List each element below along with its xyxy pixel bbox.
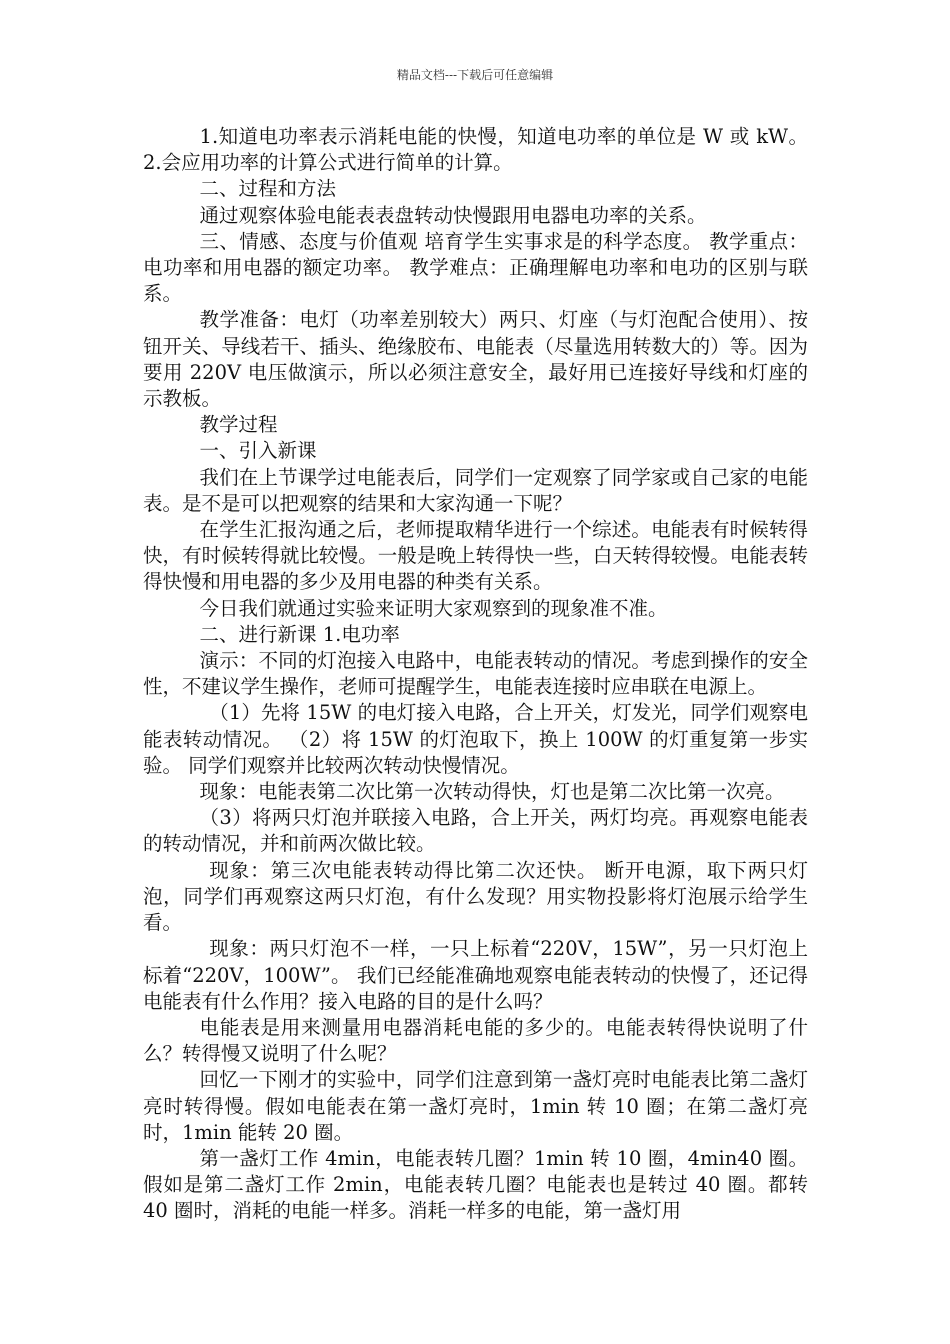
paragraph: 在学生汇报沟通之后，老师提取精华进行一个综述。电能表有时候转得快，有时候转得就比较慢。一般是晚上转得快一些，白天转得较慢。电能表转得快慢和用电器的多少及用电器的种类有关系。 [143, 518, 808, 594]
paragraph: 我们在上节课学过电能表后，同学们一定观察了同学家或自己家的电能表。是不是可以把观察的结果和大家沟通一下呢？ [143, 465, 808, 515]
paragraph: 1.知道电功率表示消耗电能的快慢，知道电功率的单位是 W 或 kW。 2.会应用功率的计算公式进行简单的计算。 [143, 125, 808, 175]
section-heading: 一、引入新课 [199, 439, 317, 463]
section-heading: 教学过程 [199, 413, 278, 437]
section-heading: 二、进行新课 1.电功率 [199, 622, 400, 646]
paragraph: 回忆一下刚才的实验中，同学们注意到第一盏灯亮时电能表比第二盏灯亮时转得慢。假如电能表在第一盏灯亮时，1min 转 10 圈；在第二盏灯亮时，1min 能转 20 圈。 [143, 1068, 808, 1144]
paragraph: 电能表是用来测量用电器消耗电能的多少的。电能表转得快说明了什么？转得慢又说明了什么呢？ [143, 1015, 808, 1066]
document-body [143, 124, 808, 1225]
paragraph: 演示：不同的灯泡接入电路中，电能表转动的情况。考虑到操作的安全性，不建议学生操作，老师可提醒学生，电能表连接时应串联在电源上。 [143, 649, 808, 699]
paragraph: 教学准备：电灯（功率差别较大）两只、灯座（与灯泡配合使用）、按钮开关、导线若干、插头、绝缘胶布、电能表（尽量选用转数大的）等。因为要用 220V 电压做演示，所以必须注意安全，最好用已连接好导线和灯座的示教板。 [143, 308, 808, 411]
paragraph: 现象：电能表第二次比第一次转动得快，灯也是第二次比第一次亮。 [199, 780, 785, 804]
paragraph: 现象：第三次电能表转动得比第二次还快。 断开电源，取下两只灯泡，同学们再观察这两只灯泡，有什么发现？用实物投影将灯泡展示给学生看。 [143, 858, 808, 935]
paragraph: （3）将两只灯泡并联接入电路，合上开关，两灯均亮。再观察电能表的转动情况，并和前两次做比较。 [143, 806, 808, 856]
paragraph: 三、情感、态度与价值观 培育学生实事求是的科学态度。 教学重点：电功率和用电器的额定功率。 教学难点：正确理解电功率和电功的区别与联系。 [143, 229, 808, 306]
section-heading: 二、过程和方法 [199, 177, 337, 201]
page-header: 精品文档---下载后可任意编辑 [396, 68, 554, 82]
paragraph: 今日我们就通过实验来证明大家观察到的现象准不准。 [199, 596, 668, 620]
paragraph: 第一盏灯工作 4min，电能表转几圈？1min 转 10 圈，4min40 圈。假如是第二盏灯工作 2min，电能表转几圈？电能表也是转过 40 圈。都转 40 圈时，消耗的电能一样多。消耗一样多的电能，第一盏灯用 [143, 1146, 808, 1223]
paragraph: 现象：两只灯泡不一样，一只上标着“220V，15W”，另一只灯泡上标着“220V，100W”。 我们已经能准确地观察电能表转动的快慢了，还记得电能表有什么作用？接入电路的目的是什么吗？ [143, 937, 808, 1013]
paragraph: （1）先将 15W 的电灯接入电路，合上开关，灯发光，同学们观察电能表转动情况。 （2）将 15W 的灯泡取下，换上 100W 的灯重复第一步实验。 同学们观察并比较两次转动快慢情况。 [143, 701, 808, 777]
paragraph: 通过观察体验电能表表盘转动快慢跟用电器电功率的关系。 [199, 203, 707, 227]
